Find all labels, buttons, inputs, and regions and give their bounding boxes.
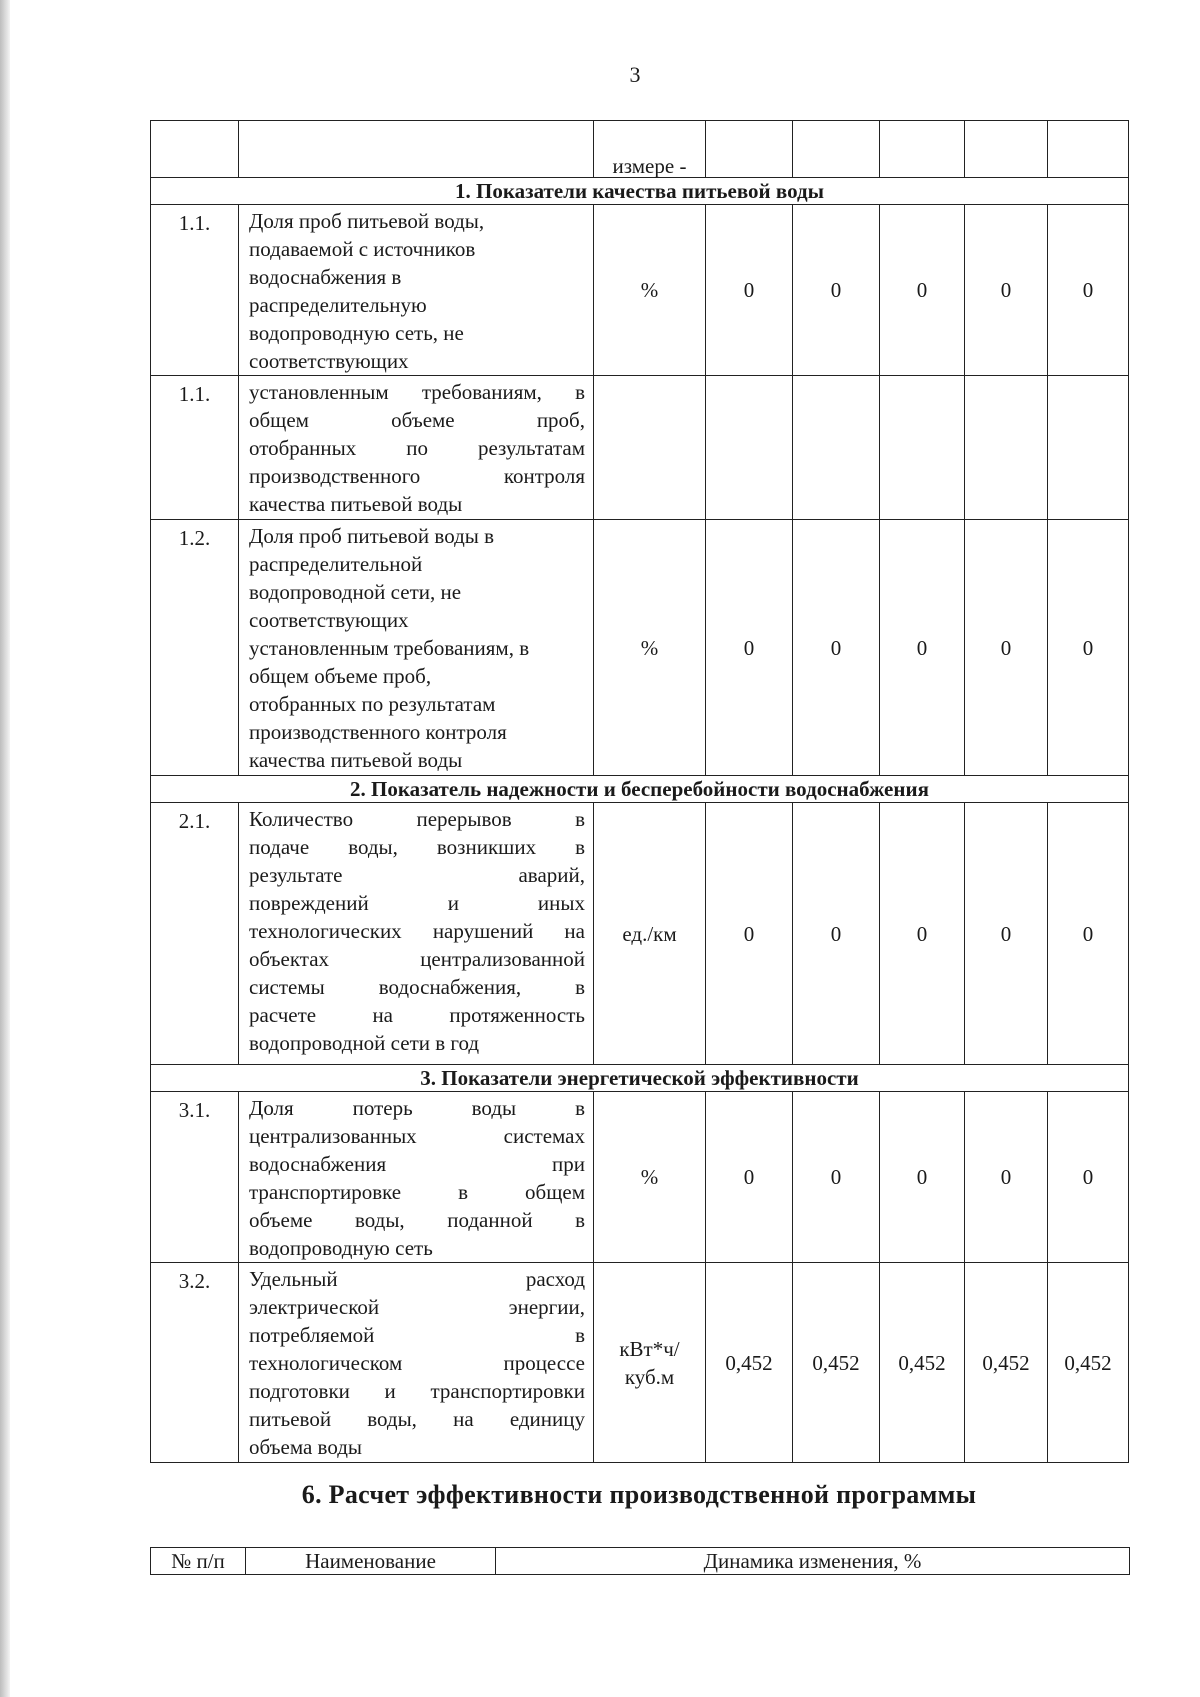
indicator-name-line: водопроводную сеть [249, 1236, 433, 1260]
indicator-name-line: подготовки и транспортировки [249, 1379, 585, 1403]
unit-of-measure [594, 376, 706, 520]
indicator-name-line: расчете на протяженность [249, 1003, 585, 1027]
indicator-name-line: соответствующих [249, 349, 409, 373]
indicator-name-line: распределительную [249, 293, 427, 317]
indicator-name-line: транспортировке в общем [249, 1180, 585, 1204]
indicator-name-line: объектах централизованной [249, 947, 585, 971]
indicator-name-line: общем объеме проб, [249, 664, 432, 688]
indicator-name-line: электрической энергии, [249, 1295, 585, 1319]
row-number: 1.2. [151, 520, 239, 776]
indicator-name-line: производственного контроля [249, 720, 507, 744]
efficiency-header-num: № п/п [151, 1548, 246, 1575]
section-header-row [151, 178, 1129, 205]
indicator-name-line: централизованных системах [249, 1124, 585, 1148]
indicator-value: 0 [793, 205, 880, 376]
unit-of-measure: ед./км [594, 803, 706, 1065]
indicator-name-line: питьевой воды, на единицу [249, 1407, 585, 1431]
indicator-value: 0 [1048, 520, 1129, 776]
indicator-value: 0 [880, 205, 965, 376]
indicator-value: 0 [793, 803, 880, 1065]
indicator-value: 0 [706, 205, 793, 376]
indicator-value: 0,452 [793, 1263, 880, 1463]
indicator-value: 0 [880, 803, 965, 1065]
indicator-value: 0 [1048, 1092, 1129, 1263]
indicator-name-line: водопроводной сети, не [249, 580, 462, 604]
indicator-name-line: соответствующих [249, 608, 409, 632]
indicator-name-line: установленным требованиям, в [249, 636, 530, 660]
indicator-name-line: качества питьевой воды [249, 492, 463, 516]
indicator-value: 0 [965, 205, 1048, 376]
section-title: 2. Показатель надежности и бесперебойности водоснабжения [151, 776, 1129, 803]
unit-of-measure: кВт*ч/ куб.м [594, 1263, 706, 1463]
efficiency-header-row [151, 1548, 1130, 1575]
indicator-row [151, 205, 1129, 376]
row-number: 1.1. [151, 205, 239, 376]
indicator-value: 0 [1048, 803, 1129, 1065]
indicator-value: 0 [706, 803, 793, 1065]
indicator-value: 0 [880, 1092, 965, 1263]
unit-of-measure: % [594, 205, 706, 376]
indicator-row [151, 520, 1129, 776]
row-number: 3.1. [151, 1092, 239, 1263]
indicator-name-line: Доля проб питьевой воды в [249, 524, 495, 548]
indicator-value: 0 [965, 520, 1048, 776]
section-header-row [151, 776, 1129, 803]
indicator-value: 0 [706, 520, 793, 776]
indicator-name-line: водопроводной сети в год [249, 1031, 480, 1055]
indicator-value: 0,452 [1048, 1263, 1129, 1463]
row-number: 2.1. [151, 803, 239, 1065]
indicator-value [1048, 376, 1129, 520]
indicator-name-line: водопроводную сеть, не [249, 321, 464, 345]
indicator-row [151, 376, 1129, 520]
indicator-name-line: производственного контроля [249, 464, 585, 488]
indicator-name-line: установленным требованиям, в [249, 380, 585, 404]
indicator-value: 0 [706, 1092, 793, 1263]
indicator-value: 0,452 [880, 1263, 965, 1463]
section-title: 3. Показатели энергетической эффективности [151, 1065, 1129, 1092]
indicator-name-line: подаваемой с источников [249, 237, 476, 261]
indicator-value: 0,452 [706, 1263, 793, 1463]
indicator-value [965, 376, 1048, 520]
indicator-value: 0 [793, 520, 880, 776]
indicator-name-line: потребляемой в [249, 1323, 585, 1347]
indicator-value: 0 [965, 803, 1048, 1065]
efficiency-header-dynamics: Динамика изменения, % [496, 1548, 1130, 1575]
indicator-name-line: общем объеме проб, [249, 408, 585, 432]
indicator-name [239, 205, 594, 376]
indicator-name [239, 1263, 594, 1463]
indicator-name-line: повреждений и иных [249, 891, 585, 915]
efficiency-section-title: 6. Расчет эффективности производственной программы [301, 1480, 977, 1509]
indicator-name [239, 803, 594, 1065]
indicator-row [151, 1092, 1129, 1263]
indicator-row [151, 1263, 1129, 1463]
indicator-name-line: Доля проб питьевой воды, [249, 209, 485, 233]
indicator-name-line: результате аварий, [249, 863, 585, 887]
indicator-name-line: водоснабжения в [249, 265, 402, 289]
indicator-name-line: распределительной [249, 552, 423, 576]
indicator-value: 0,452 [965, 1263, 1048, 1463]
indicator-name-line: Количество перерывов в [249, 807, 585, 831]
indicator-name-line: системы водоснабжения, в [249, 975, 585, 999]
indicator-name-line: объеме воды, поданной в [249, 1208, 585, 1232]
indicator-name-line: технологических нарушений на [249, 919, 585, 943]
indicators-table [150, 120, 1129, 1463]
indicator-value [793, 376, 880, 520]
indicator-name [239, 376, 594, 520]
scan-edge-shadow [0, 0, 10, 1697]
indicator-name-line: водоснабжения при [249, 1152, 585, 1176]
efficiency-table [150, 1547, 1130, 1575]
unit-header-fragment: измере - [594, 121, 706, 178]
indicator-name-line: качества питьевой воды [249, 748, 463, 772]
indicator-name-line: технологическом процессе [249, 1351, 585, 1375]
indicator-name [239, 1092, 594, 1263]
row-number: 1.1. [151, 376, 239, 520]
indicator-value [706, 376, 793, 520]
indicator-value: 0 [880, 520, 965, 776]
indicator-name-line: подаче воды, возникших в [249, 835, 585, 859]
section-title: 1. Показатели качества питьевой воды [151, 178, 1129, 205]
indicator-name-line: отобранных по результатам [249, 436, 585, 460]
indicator-value: 0 [1048, 205, 1129, 376]
header-row-fragment [151, 121, 1129, 178]
unit-of-measure: % [594, 520, 706, 776]
indicator-value: 0 [793, 1092, 880, 1263]
indicator-name [239, 520, 594, 776]
indicator-value: 0 [965, 1092, 1048, 1263]
unit-of-measure: % [594, 1092, 706, 1263]
indicator-name-line: объема воды [249, 1435, 363, 1459]
page-number: 3 [629, 62, 641, 87]
row-number: 3.2. [151, 1263, 239, 1463]
indicator-value [880, 376, 965, 520]
indicator-name-line: Удельный расход [249, 1267, 585, 1291]
section-header-row [151, 1065, 1129, 1092]
efficiency-header-name: Наименование [246, 1548, 496, 1575]
indicator-row [151, 803, 1129, 1065]
indicator-name-line: отобранных по результатам [249, 692, 496, 716]
indicator-name-line: Доля потерь воды в [249, 1096, 585, 1120]
